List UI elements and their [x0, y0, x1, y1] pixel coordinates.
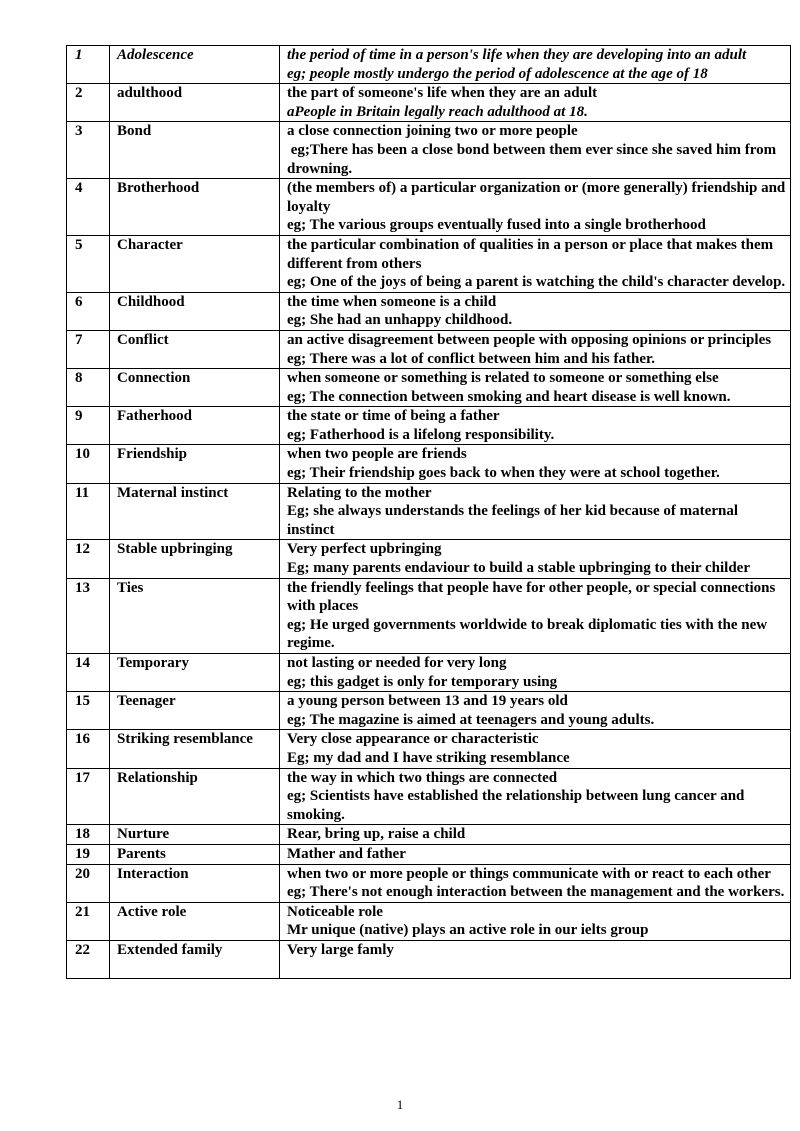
row-number: 8 [67, 369, 110, 407]
table-row [67, 122, 791, 179]
vocabulary-word: Nurture [110, 825, 280, 845]
table-row [67, 825, 791, 845]
definition-cell [280, 292, 791, 330]
definition-text: the friendly feelings that people have for other people, or special connections with places [287, 579, 780, 615]
definition-text: a close connection joining two or more people [287, 123, 578, 140]
definition-cell [280, 483, 791, 540]
row-number: 19 [67, 844, 110, 864]
table-row [67, 654, 791, 692]
definition-cell [280, 692, 791, 730]
example-sentence: eg;There has been a close bond between them ever since she saved him from drowning. [287, 141, 780, 177]
row-number: 10 [67, 445, 110, 483]
table-row [67, 864, 791, 902]
row-number: 18 [67, 825, 110, 845]
table-row [67, 902, 791, 940]
row-number: 2 [67, 84, 110, 122]
example-sentence: eg; The magazine is aimed at teenagers and young adults. [287, 711, 655, 728]
vocabulary-word: Interaction [110, 864, 280, 902]
example-sentence: eg; Their friendship goes back to when they were at school together. [287, 465, 720, 482]
example-sentence: eg; this gadget is only for temporary using [287, 673, 558, 690]
row-number: 7 [67, 330, 110, 368]
definition-cell [280, 179, 791, 236]
example-sentence: Mr unique (native) plays an active role in our ielts group [287, 922, 649, 939]
table-row [67, 940, 791, 978]
page-number: 1 [396, 1097, 404, 1112]
vocabulary-word: Connection [110, 369, 280, 407]
definition-text: the state or time of being a father [287, 408, 500, 425]
definition-cell [280, 940, 791, 978]
definition-text: Very close appearance or characteristic [287, 731, 539, 748]
row-number: 5 [67, 235, 110, 292]
definition-text: Very large famly [287, 941, 394, 958]
row-number: 13 [67, 578, 110, 653]
definition-text: the period of time in a person's life when they are developing into an adult [287, 47, 747, 63]
row-number: 6 [67, 292, 110, 330]
row-number: 12 [67, 540, 110, 578]
definition-cell [280, 578, 791, 653]
row-number: 22 [67, 940, 110, 978]
example-sentence: eg; He urged governments worldwide to break diplomatic ties with the new regime. [287, 616, 771, 652]
table-row [67, 692, 791, 730]
definition-cell [280, 654, 791, 692]
vocabulary-word: adulthood [110, 84, 280, 122]
table-row [67, 84, 791, 122]
definition-cell [280, 844, 791, 864]
definition-text: the particular combination of qualities in a person or place that makes them different from others [287, 236, 777, 272]
example-sentence: Eg; many parents endaviour to build a stable upbringing to their childer [287, 560, 750, 577]
vocabulary-word: Brotherhood [110, 179, 280, 236]
definition-text: Noticeable role [287, 903, 383, 920]
example-sentence: eg; The various groups eventually fused into a single brotherhood [287, 217, 706, 234]
row-number: 11 [67, 483, 110, 540]
table-row [67, 235, 791, 292]
vocabulary-word: Friendship [110, 445, 280, 483]
definition-cell [280, 540, 791, 578]
definition-cell [280, 730, 791, 768]
definition-text: the way in which two things are connected [287, 769, 558, 786]
table-row [67, 292, 791, 330]
table-row [67, 407, 791, 445]
vocabulary-word: Parents [110, 844, 280, 864]
table-row [67, 578, 791, 653]
row-number: 16 [67, 730, 110, 768]
table-row [67, 483, 791, 540]
definition-cell [280, 330, 791, 368]
vocabulary-word: Striking resemblance [110, 730, 280, 768]
definition-cell [280, 122, 791, 179]
table-row [67, 540, 791, 578]
definition-text: when two people are friends [287, 446, 467, 463]
table-row [67, 330, 791, 368]
definition-cell [280, 235, 791, 292]
vocabulary-word: Maternal instinct [110, 483, 280, 540]
example-sentence: eg; people mostly undergo the period of adolescence at the age of 18 [287, 65, 708, 82]
definition-cell [280, 902, 791, 940]
vocabulary-word: Conflict [110, 330, 280, 368]
definition-cell [280, 46, 791, 84]
table-row [67, 445, 791, 483]
vocabulary-word: Teenager [110, 692, 280, 730]
definition-text: when someone or something is related to someone or something else [287, 370, 719, 387]
example-sentence: eg; There was a lot of conflict between him and his father. [287, 350, 656, 367]
definition-text: a young person between 13 and 19 years old [287, 693, 568, 710]
example-sentence: aPeople in Britain legally reach adulthood at 18. [287, 103, 588, 120]
vocabulary-table [66, 45, 791, 979]
vocabulary-word: Temporary [110, 654, 280, 692]
example-sentence: eg; The connection between smoking and heart disease is well known. [287, 388, 731, 405]
definition-cell [280, 369, 791, 407]
definition-cell [280, 84, 791, 122]
table-row [67, 46, 791, 84]
definition-cell [280, 445, 791, 483]
definition-text: Rear, bring up, raise a child [287, 826, 466, 843]
table-row [67, 179, 791, 236]
definition-cell [280, 768, 791, 825]
example-sentence: Eg; my dad and I have striking resemblance [287, 749, 570, 766]
definition-cell [280, 407, 791, 445]
example-sentence: eg; She had an unhappy childhood. [287, 312, 513, 329]
example-sentence: eg; Fatherhood is a lifelong responsibility. [287, 426, 555, 443]
definition-text: the part of someone's life when they are an adult [287, 85, 598, 102]
vocabulary-table-body [67, 46, 791, 979]
definition-text: when two or more people or things communicate with or react to each other eg; There's not enough interaction between the management and the workers. [287, 865, 790, 901]
definition-cell [280, 825, 791, 845]
row-number: 9 [67, 407, 110, 445]
vocabulary-word: Extended family [110, 940, 280, 978]
row-number: 21 [67, 902, 110, 940]
vocabulary-word: Character [110, 235, 280, 292]
row-number: 1 [67, 46, 110, 84]
definition-text: (the members of) a particular organization or (more generally) friendship and loyalty [287, 180, 790, 215]
row-number: 14 [67, 654, 110, 692]
definition-text: Mather and father [287, 845, 406, 862]
vocabulary-word: Ties [110, 578, 280, 653]
definition-text: an active disagreement between people with opposing opinions or principles [287, 331, 772, 348]
vocabulary-word: Childhood [110, 292, 280, 330]
table-row [67, 768, 791, 825]
row-number: 4 [67, 179, 110, 236]
definition-text: the time when someone is a child [287, 293, 497, 310]
vocabulary-word: Bond [110, 122, 280, 179]
row-number: 17 [67, 768, 110, 825]
row-number: 20 [67, 864, 110, 902]
definition-cell [280, 864, 791, 902]
row-number: 15 [67, 692, 110, 730]
definition-text: not lasting or needed for very long [287, 655, 507, 671]
example-sentence: eg; Scientists have established the relationship between lung cancer and smoking. [287, 788, 749, 823]
definition-text: Relating to the mother [287, 484, 432, 501]
table-row [67, 730, 791, 768]
definition-text: Very perfect upbringing [287, 541, 442, 558]
vocabulary-word: Adolescence [110, 46, 280, 84]
vocabulary-word: Fatherhood [110, 407, 280, 445]
example-sentence: Eg; she always understands the feelings of her kid because of maternal instinct [287, 503, 742, 538]
vocabulary-word: Active role [110, 902, 280, 940]
vocabulary-word: Relationship [110, 768, 280, 825]
vocabulary-word: Stable upbringing [110, 540, 280, 578]
row-number: 3 [67, 122, 110, 179]
table-row [67, 369, 791, 407]
example-sentence: eg; One of the joys of being a parent is watching the child's character develop. [287, 274, 786, 291]
table-row [67, 844, 791, 864]
